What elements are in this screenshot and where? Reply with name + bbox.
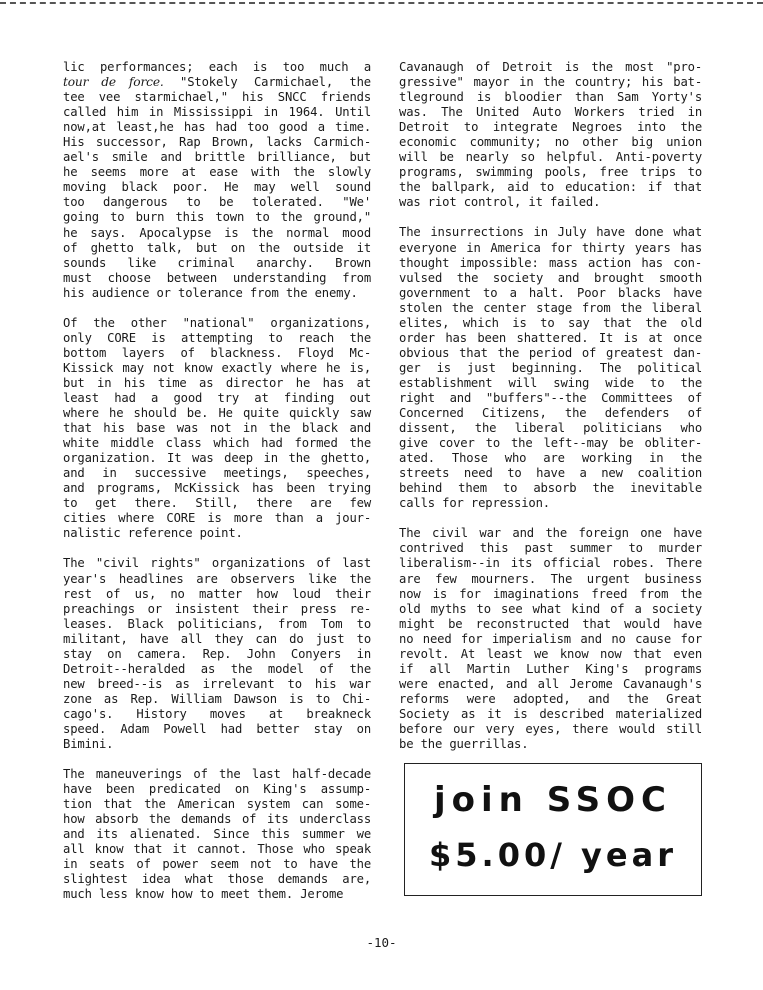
ad-price: $5.00/ year — [429, 836, 677, 874]
text-line: organization. It was deep in the ghetto, — [63, 451, 371, 466]
text-line: slightest idea what those demands are, — [63, 872, 371, 887]
text-line: cities where CORE is more than a jour- — [63, 511, 371, 526]
text-line: tee vee starmichael," his SNCC friends — [63, 90, 371, 105]
text-line: vulsed the society and brought smooth — [399, 270, 702, 285]
text-line: revolt. At least we know now that even — [399, 646, 702, 661]
text-line: reforms were adopted, and the Great — [399, 691, 702, 706]
text-line: speed. Adam Powell had better stay on — [63, 721, 371, 736]
text-line: gressive" mayor in the country; his bat- — [399, 75, 702, 90]
text-line: ael's smile and brittle brilliance, but — [63, 150, 371, 165]
top-border — [0, 2, 763, 4]
text-line: all know that it cannot. Those who speak — [63, 842, 371, 857]
text-line: Of the other "national" organizations, — [63, 315, 371, 330]
text-line: behind them to absorb the inevitable — [399, 481, 702, 496]
paragraph — [399, 225, 702, 511]
text-line: where he should be. He quite quickly saw — [63, 406, 371, 421]
text-line: were enacted, and all Jerome Cavanaugh's — [399, 676, 702, 691]
text-line: before our very eyes, there would still — [399, 721, 702, 736]
right-column — [399, 60, 702, 767]
text-line: of ghetto talk, but on the outside it — [63, 240, 371, 255]
text-line: zone as Rep. William Dawson is to Chi- — [63, 691, 371, 706]
paragraph — [63, 556, 371, 752]
text-line: white middle class which had formed the — [63, 436, 371, 451]
text-line: liberalism--in its official robes. There — [399, 556, 702, 571]
paragraph — [63, 60, 371, 301]
text-line: that his base was not in the black and — [63, 421, 371, 436]
text-line: militant, have all they can do just to — [63, 631, 371, 646]
text-line: elites, which is to say that the old — [399, 315, 702, 330]
text-line: was riot control, it failed. — [399, 195, 601, 210]
text-line: to get there. Still, there are few — [63, 496, 371, 511]
text-line: contrived this past summer to murder — [399, 541, 702, 556]
paragraph — [63, 767, 371, 902]
ad-headline: join SSOC — [433, 780, 672, 820]
text-line: everyone in America for thirty years has — [399, 240, 702, 255]
paragraph — [399, 60, 702, 210]
text-line: programs, swimming pools, free trips to — [399, 165, 702, 180]
text-line: in seats of power seem not to have the — [63, 857, 371, 872]
text-line: establishment will swing wide to the — [399, 375, 702, 390]
text-line: now is for imaginations freed from the — [399, 586, 702, 601]
text-line: will be nearly so helpful. Anti-poverty — [399, 150, 702, 165]
text-line: too dangerous to be tolerated. "We' — [63, 195, 371, 210]
text-line: was. The United Auto Workers tried in — [399, 105, 702, 120]
text-line: have been predicated on King's assump- — [63, 782, 371, 797]
text-line: he says. Apocalypse is the normal mood — [63, 225, 371, 240]
text-line: ated. Those who are working in the — [399, 451, 702, 466]
page-number: -10- — [366, 935, 397, 950]
text-line: government to a halt. Poor blacks have — [399, 285, 702, 300]
text-line: The civil war and the foreign one have — [399, 526, 702, 541]
text-line: stolen the center stage from the liberal — [399, 300, 702, 315]
text-line: might be reconstructed that would have — [399, 616, 702, 631]
text-line: much less know how to meet them. Jerome — [63, 887, 344, 902]
text-line: rest of us, no matter how loud their — [63, 586, 371, 601]
text-line: Detroit to integrate Negroes into the — [399, 120, 702, 135]
text-line: only CORE is attempting to reach the — [63, 330, 371, 345]
text-line: The maneuverings of the last half-decade — [63, 767, 371, 782]
text-line: lic performances; each is too much a — [63, 60, 371, 74]
left-column — [63, 60, 371, 917]
text-line: tion that the American system can some- — [63, 797, 371, 812]
text-line: The "civil rights" organizations of last — [63, 556, 371, 571]
text-line: and its alienated. Since this summer we — [63, 827, 371, 842]
ssoc-ad-box — [404, 763, 702, 896]
text-line: thought impossible: mass action has con- — [399, 255, 702, 270]
text-line: preachings or insistent their press re- — [63, 601, 371, 616]
text-line: Society as it is described materialized — [399, 706, 702, 721]
text-line: Bimini. — [63, 737, 114, 752]
text-line: economic community; no other big union — [399, 135, 702, 150]
text-line: called him in Mississippi in 1964. Until — [63, 105, 371, 120]
text-line: now,at least,he has had too good a time. — [63, 120, 371, 135]
text-line: how absorb the demands of its underclass — [63, 812, 371, 827]
text-line: are few mourners. The urgent business — [399, 571, 702, 586]
text-line: obvious that the period of greatest dan- — [399, 345, 702, 360]
text-line: calls for repression. — [399, 496, 550, 511]
text-line: stay on camera. Rep. John Conyers in — [63, 646, 371, 661]
text-line: Concerned Citizens, the defenders of — [399, 406, 702, 421]
text-line: His successor, Rap Brown, lacks Carmich- — [63, 135, 371, 150]
text-line: year's headlines are observers like the — [63, 571, 371, 586]
text-line: order has been shattered. It is at once — [399, 330, 702, 345]
text-line: new breed--is as irrelevant to his war — [63, 676, 371, 691]
paragraph — [399, 526, 702, 752]
text-line: moving black poor. He may well sound — [63, 180, 371, 195]
text-line: give cover to the left--may be obliter- — [399, 436, 702, 451]
text-line: streets need to have a new coalition — [399, 466, 702, 481]
text-line: The insurrections in July have done what — [399, 225, 702, 240]
text-line: be the guerrillas. — [399, 737, 529, 752]
text-line: Detroit--heralded as the model of the — [63, 661, 371, 676]
text-line: old myths to see what kind of a society — [399, 601, 702, 616]
italic-phrase: tour de force. — [63, 75, 164, 90]
text-line: leases. Black politicians, from Tom to — [63, 616, 371, 631]
text-line: ger is just beginning. The political — [399, 360, 702, 375]
text-line: dissent, the liberal politicians who — [399, 421, 702, 436]
text-line: least had a good try at finding out — [63, 390, 371, 405]
text-line: going to burn this town to the ground," — [63, 210, 371, 225]
text-line: must choose between understanding from — [63, 270, 371, 285]
text-line: and in successive meetings, speeches, — [63, 466, 371, 481]
text-line: the ballpark, aid to education: if that — [399, 180, 702, 195]
text-line: nalistic reference point. — [63, 526, 243, 541]
text-line: tour de force. "Stokely Carmichael, the — [63, 75, 371, 90]
text-line: and programs, McKissick has been trying — [63, 481, 371, 496]
paragraph — [63, 316, 371, 542]
text-line: bottom layers of blackness. Floyd Mc- — [63, 345, 371, 360]
text-line: no need for imperialism and no cause for — [399, 631, 702, 646]
text-line: but in his time as director he has at — [63, 375, 371, 390]
text-line: if all Martin Luther King's programs — [399, 661, 702, 676]
text-line: tleground is bloodier than Sam Yorty's — [399, 90, 702, 105]
text-line: Kissick may not know exactly where he is, — [63, 360, 371, 375]
text-line: sounds like criminal anarchy. Brown — [63, 255, 371, 270]
text-line: he seems more at ease with the slowly — [63, 165, 371, 180]
text-line: right and "buffers"--the Committees of — [399, 390, 702, 405]
text-line: his audience or tolerance from the enemy. — [63, 285, 358, 300]
text-line: cago's. History moves at breakneck — [63, 706, 371, 721]
text-line: Cavanaugh of Detroit is the most "pro- — [399, 60, 702, 74]
